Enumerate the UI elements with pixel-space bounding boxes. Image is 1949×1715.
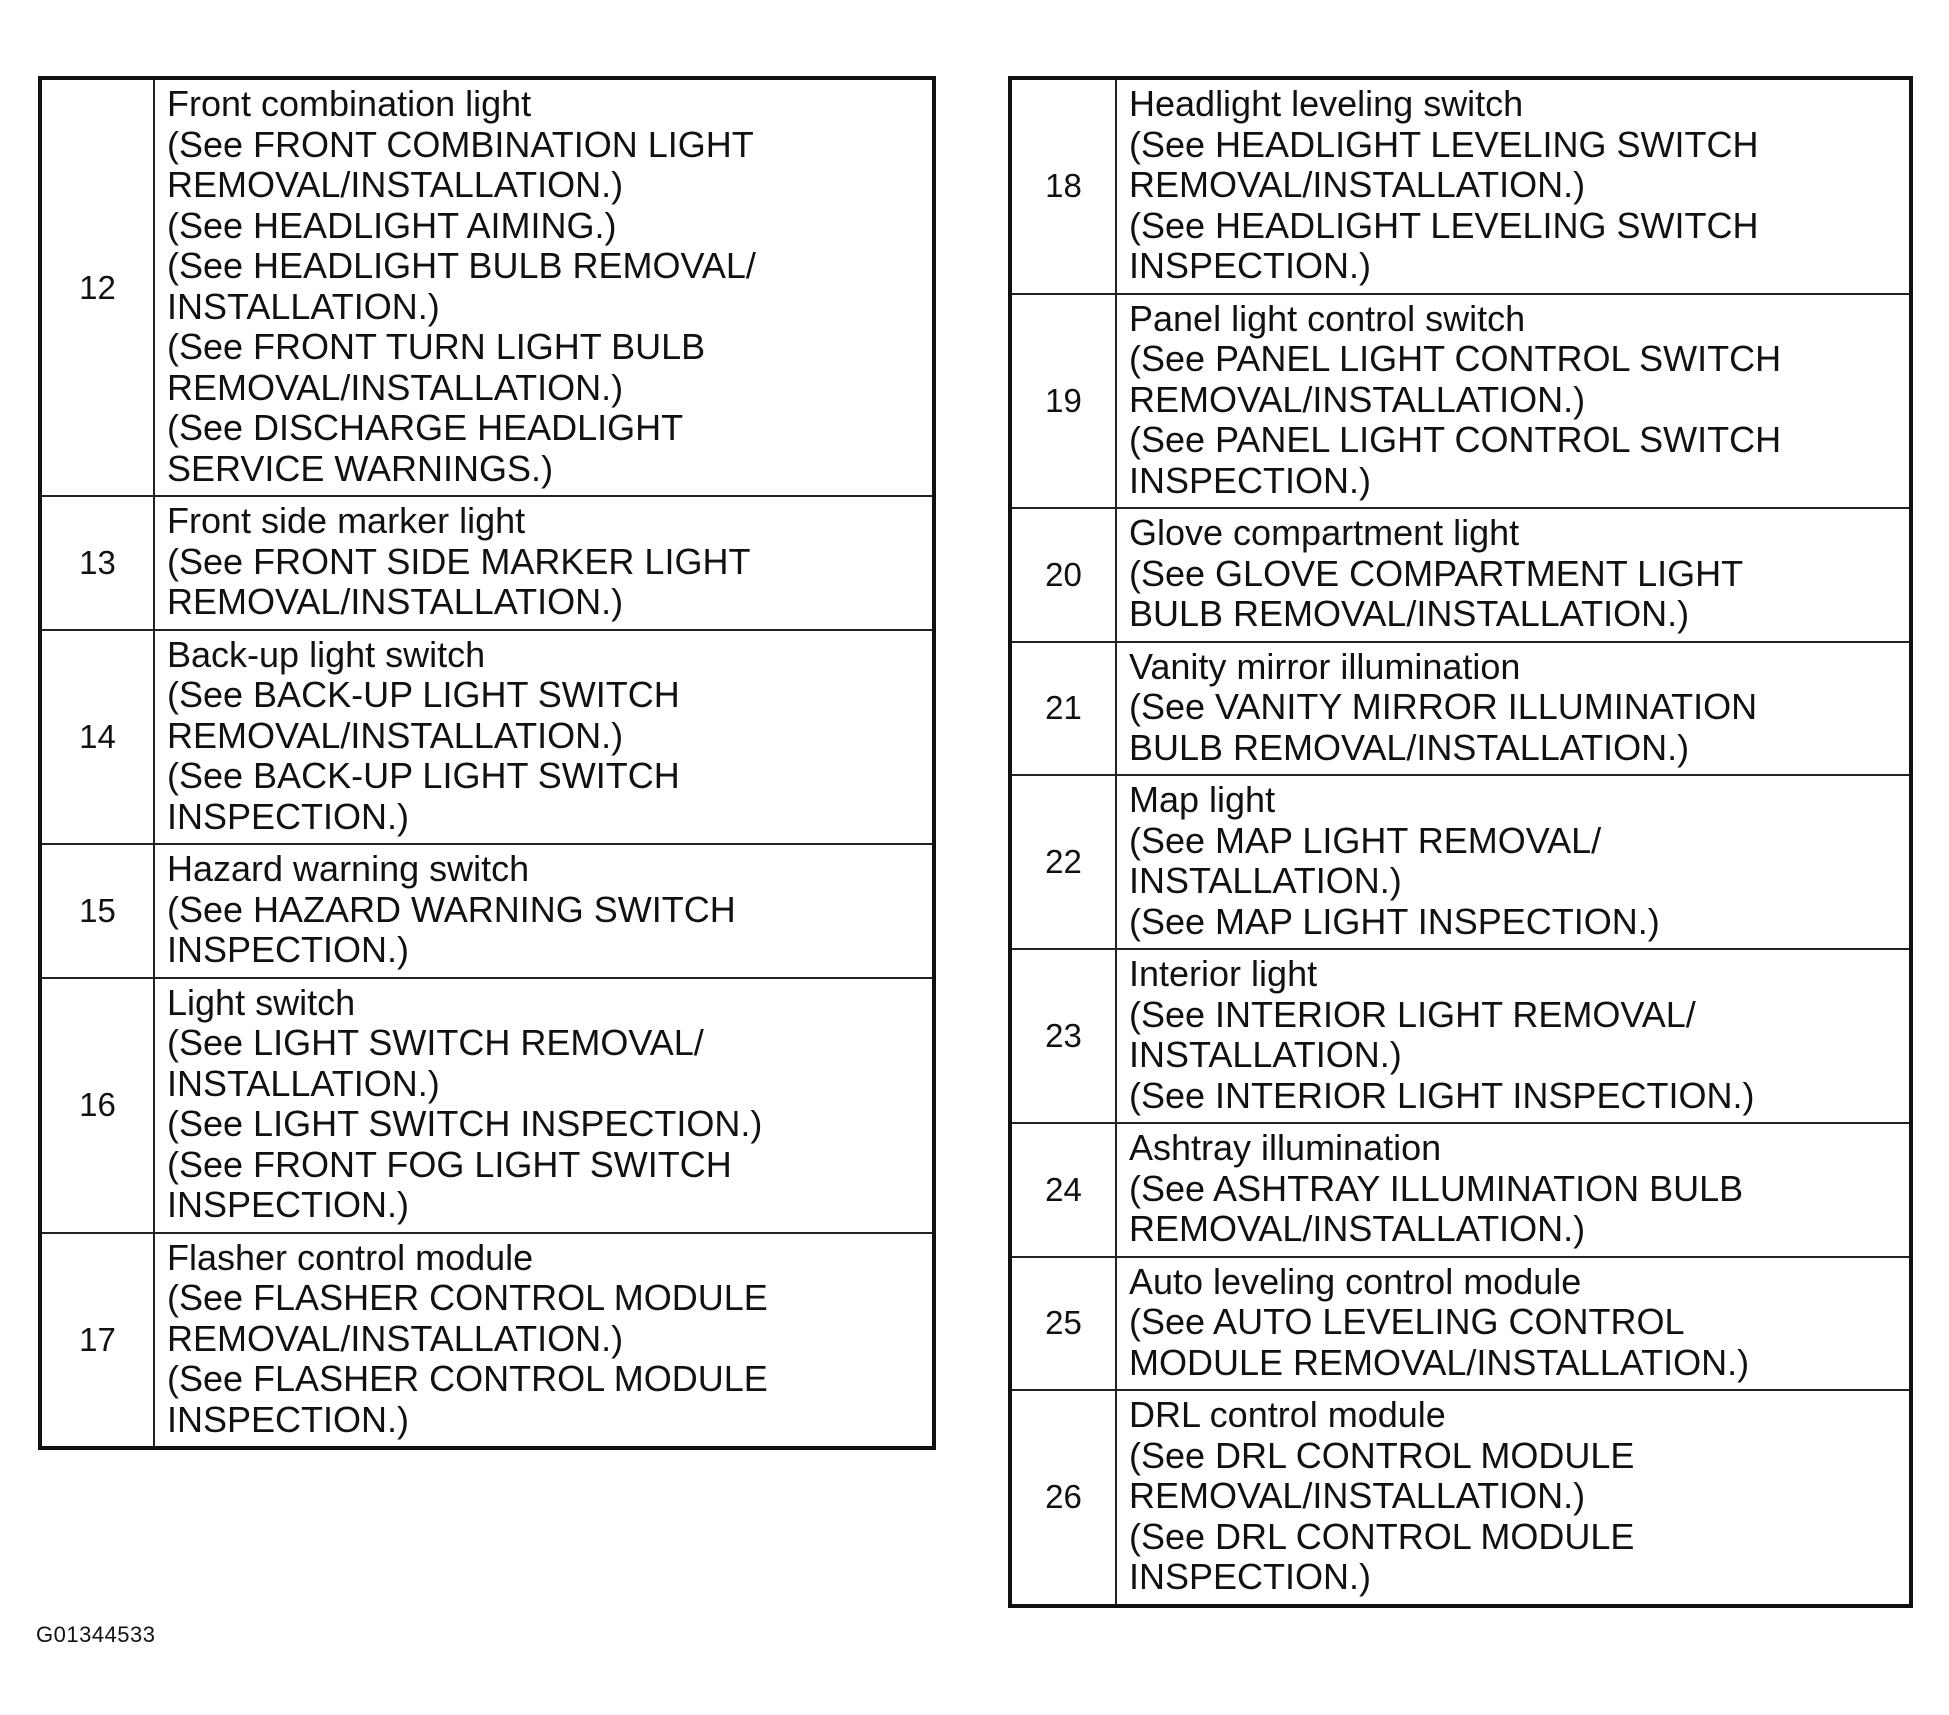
reference-line: (See FRONT FOG LIGHT SWITCH — [167, 1143, 732, 1185]
item-description — [1116, 1257, 1911, 1391]
table-row — [1010, 78, 1911, 294]
reference-line: (See HEADLIGHT BULB REMOVAL/ — [167, 245, 756, 286]
item-number: 18 — [1010, 78, 1116, 294]
reference-line: (See INTERIOR LIGHT REMOVAL/ — [1129, 993, 1696, 1035]
item-number: 20 — [1010, 508, 1116, 642]
item-description — [154, 1233, 934, 1449]
component-name: Interior light — [1129, 953, 1318, 994]
item-description — [1116, 642, 1911, 776]
reference-line: REMOVAL/INSTALLATION.) — [167, 714, 624, 756]
reference-line: BULB REMOVAL/INSTALLATION.) — [1129, 593, 1690, 634]
component-name: Ashtray illumination — [1129, 1127, 1442, 1168]
item-number: 15 — [40, 844, 154, 978]
reference-line: (See HEADLIGHT LEVELING SWITCH — [1129, 123, 1759, 165]
reference-line: (See FRONT COMBINATION LIGHT — [167, 123, 754, 165]
table-row — [1010, 642, 1911, 776]
item-number: 23 — [1010, 949, 1116, 1123]
table-row — [1010, 294, 1911, 509]
reference-line: (See GLOVE COMPARTMENT LIGHT — [1129, 552, 1744, 594]
item-number: 21 — [1010, 642, 1116, 776]
table-row — [40, 496, 934, 630]
item-number: 16 — [40, 978, 154, 1233]
item-description — [1116, 1123, 1911, 1257]
reference-line: INSPECTION.) — [167, 795, 410, 837]
figure-id: G01344533 — [36, 1622, 156, 1647]
item-description — [1116, 78, 1911, 294]
item-description — [1116, 294, 1911, 509]
reference-line: (See PANEL LIGHT CONTROL SWITCH — [1129, 338, 1782, 379]
reference-line: (See PANEL LIGHT CONTROL SWITCH — [1129, 419, 1782, 460]
reference-line: BULB REMOVAL/INSTALLATION.) — [1129, 726, 1690, 768]
reference-line: INSPECTION.) — [1129, 459, 1372, 501]
component-name: Front side marker light — [167, 500, 526, 541]
reference-line: (See DRL CONTROL MODULE — [1129, 1515, 1635, 1557]
reference-line: (See BACK-UP LIGHT SWITCH — [167, 674, 680, 715]
reference-line: (See FRONT TURN LIGHT BULB — [167, 326, 706, 367]
reference-line: INSPECTION.) — [1129, 1556, 1372, 1597]
item-number: 17 — [40, 1233, 154, 1449]
table-row — [40, 78, 934, 496]
item-number: 26 — [1010, 1390, 1116, 1606]
component-name: Glove compartment light — [1129, 512, 1520, 553]
component-name: Light switch — [167, 981, 356, 1023]
component-name: Flasher control module — [167, 1236, 534, 1278]
reference-line: INSTALLATION.) — [167, 1062, 440, 1104]
reference-line: (See MAP LIGHT REMOVAL/ — [1129, 819, 1602, 861]
reference-line: INSPECTION.) — [167, 1398, 410, 1440]
reference-line: INSPECTION.) — [167, 929, 410, 970]
reference-line: (See ASHTRAY ILLUMINATION BULB — [1129, 1167, 1744, 1209]
reference-line: (See LIGHT SWITCH INSPECTION.) — [167, 1103, 763, 1144]
table-row — [1010, 775, 1911, 949]
reference-line: (See HEADLIGHT LEVELING SWITCH — [1129, 204, 1759, 246]
item-number: 22 — [1010, 775, 1116, 949]
table-row — [1010, 1390, 1911, 1606]
reference-line: (See BACK-UP LIGHT SWITCH — [167, 755, 680, 796]
item-description — [1116, 1390, 1911, 1606]
reference-line: REMOVAL/INSTALLATION.) — [1129, 1208, 1586, 1249]
item-number: 25 — [1010, 1257, 1116, 1391]
component-table-left — [38, 76, 936, 1450]
item-description — [154, 78, 934, 496]
component-name: Panel light control switch — [1129, 297, 1526, 339]
item-number: 24 — [1010, 1123, 1116, 1257]
reference-line: (See FRONT SIDE MARKER LIGHT — [167, 540, 751, 582]
component-name: DRL control module — [1129, 1394, 1446, 1435]
reference-line: (See INTERIOR LIGHT INSPECTION.) — [1129, 1074, 1755, 1116]
reference-line: (See HAZARD WARNING SWITCH — [167, 888, 736, 930]
reference-line: (See FLASHER CONTROL MODULE — [167, 1358, 768, 1399]
item-description — [1116, 775, 1911, 949]
reference-line: REMOVAL/INSTALLATION.) — [1129, 164, 1586, 205]
reference-line: REMOVAL/INSTALLATION.) — [1129, 378, 1586, 420]
reference-line: INSTALLATION.) — [1129, 1034, 1402, 1075]
reference-line: (See MAP LIGHT INSPECTION.) — [1129, 900, 1660, 942]
table-row — [40, 630, 934, 845]
table-row — [40, 1233, 934, 1449]
reference-line: REMOVAL/INSTALLATION.) — [1129, 1475, 1586, 1516]
reference-line: (See LIGHT SWITCH REMOVAL/ — [167, 1022, 704, 1063]
table-row — [1010, 508, 1911, 642]
table-row — [40, 844, 934, 978]
reference-line: (See VANITY MIRROR ILLUMINATION — [1129, 686, 1758, 727]
item-description — [154, 496, 934, 630]
reference-line: REMOVAL/INSTALLATION.) — [167, 1317, 624, 1359]
item-description — [154, 978, 934, 1233]
reference-line: INSTALLATION.) — [167, 285, 440, 327]
table-row — [40, 978, 934, 1233]
reference-line: SERVICE WARNINGS.) — [167, 447, 554, 489]
reference-line: MODULE REMOVAL/INSTALLATION.) — [1129, 1341, 1750, 1383]
item-description — [154, 844, 934, 978]
reference-line: INSTALLATION.) — [1129, 860, 1402, 901]
table-row — [1010, 949, 1911, 1123]
item-number: 12 — [40, 78, 154, 496]
reference-line: (See DISCHARGE HEADLIGHT — [167, 407, 684, 448]
component-name: Back-up light switch — [167, 633, 486, 675]
reference-line: REMOVAL/INSTALLATION.) — [167, 366, 624, 408]
table-row — [1010, 1123, 1911, 1257]
reference-line: (See AUTO LEVELING CONTROL — [1129, 1301, 1685, 1342]
item-number: 14 — [40, 630, 154, 845]
reference-line: (See HEADLIGHT AIMING.) — [167, 204, 617, 246]
component-name: Front combination light — [167, 83, 532, 124]
component-name: Map light — [1129, 779, 1276, 820]
reference-line: (See FLASHER CONTROL MODULE — [167, 1277, 768, 1318]
item-number: 13 — [40, 496, 154, 630]
reference-line: REMOVAL/INSTALLATION.) — [167, 164, 624, 205]
component-name: Hazard warning switch — [167, 848, 530, 889]
item-description — [1116, 508, 1911, 642]
table-row — [1010, 1257, 1911, 1391]
item-number: 19 — [1010, 294, 1116, 509]
component-table-right — [1008, 76, 1913, 1608]
component-name: Auto leveling control module — [1129, 1260, 1582, 1302]
reference-line: INSPECTION.) — [1129, 245, 1372, 286]
reference-line: REMOVAL/INSTALLATION.) — [167, 581, 624, 622]
reference-line: INSPECTION.) — [167, 1184, 410, 1225]
component-name: Headlight leveling switch — [1129, 83, 1524, 124]
item-description — [154, 630, 934, 845]
item-description — [1116, 949, 1911, 1123]
reference-line: (See DRL CONTROL MODULE — [1129, 1434, 1635, 1476]
component-name: Vanity mirror illumination — [1129, 645, 1521, 687]
